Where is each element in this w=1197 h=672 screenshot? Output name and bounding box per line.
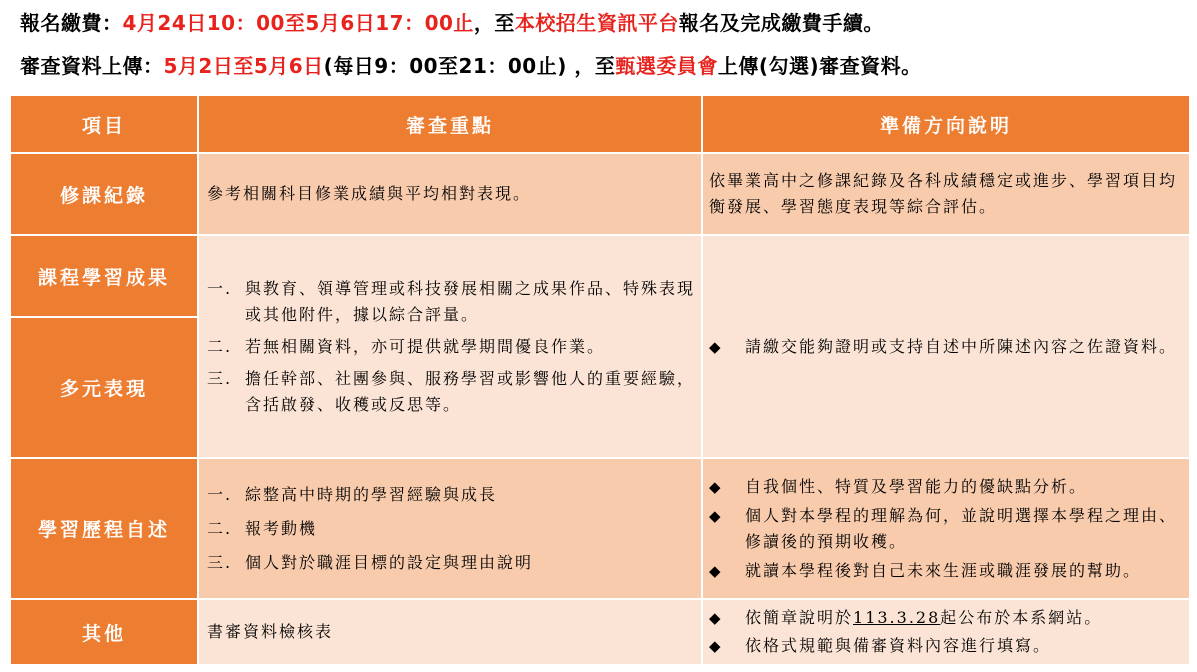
diamond-bullet-icon: ◆ xyxy=(709,477,723,496)
review-criteria-table xyxy=(9,94,1191,666)
notice-period: 4月24日10：00至5月6日17：00止 xyxy=(122,11,474,35)
focus-cell xyxy=(198,458,702,599)
guide-cell xyxy=(702,599,1190,665)
guide-cell xyxy=(702,235,1190,458)
guide-list xyxy=(709,334,1181,360)
notice-platform: 本校招生資訊平台 xyxy=(514,11,679,35)
item-other: 其他 xyxy=(10,599,198,665)
notice-committee: 甄選委員會 xyxy=(615,54,718,78)
focus-text: 書審資料檢核表 xyxy=(207,622,334,641)
list-item: ◆ 依簡章說明於113.3.28起公布於本系網站。 xyxy=(709,605,1181,631)
focus-list xyxy=(207,482,695,576)
list-item: 二. 若無相關資料，亦可提供就學期間優良作業。 xyxy=(207,336,606,356)
list-item: ◆ 請繳交能夠證明或支持自述中所陳述內容之佐證資料。 xyxy=(709,334,1181,360)
item-course-record: 修課紀錄 xyxy=(10,153,198,235)
list-item: 一. 與教育、領導管理或科技發展相關之成果作品、特殊表現或其他附件，據以綜合評量。 xyxy=(207,278,696,324)
list-item: 三. 擔任幹部、社團參與、服務學習或影響他人的重要經驗，含括啟發、收穫或反思等。 xyxy=(207,368,696,414)
focus-cell xyxy=(198,153,702,235)
focus-cell xyxy=(198,599,702,665)
diamond-bullet-icon: ◆ xyxy=(709,337,723,356)
diamond-bullet-icon: ◆ xyxy=(709,506,723,525)
guide-list xyxy=(709,605,1181,659)
item-autobiography: 學習歷程自述 xyxy=(10,458,198,599)
notice-text: 上傳(勾選)審查資料。 xyxy=(717,54,922,78)
table-row xyxy=(10,153,1190,235)
table-row xyxy=(10,599,1190,665)
focus-text: 參考相關科目修業成績與平均相對表現。 xyxy=(207,184,532,203)
list-item: ◆ 依格式規範與備審資料內容進行填寫。 xyxy=(709,633,1181,659)
table-header-row xyxy=(10,95,1190,153)
guide-cell xyxy=(702,458,1190,599)
notice-text: ，至 xyxy=(473,11,515,35)
header-guide: 準備方向說明 xyxy=(702,95,1190,153)
guide-text: 依畢業高中之修課紀錄及各科成績穩定或進步、學習項目均衡發展、學習態度表現等綜合評估。 xyxy=(709,171,1178,216)
diamond-bullet-icon: ◆ xyxy=(709,609,723,627)
item-learning-results: 課程學習成果 xyxy=(10,235,198,317)
list-item: 一. 綜整高中時期的學習經驗與成長 xyxy=(207,484,498,504)
table-row xyxy=(10,458,1190,599)
guide-cell xyxy=(702,153,1190,235)
header-focus: 審查重點 xyxy=(198,95,702,153)
notice-period: 5月2日至5月6日 xyxy=(163,54,324,78)
focus-list xyxy=(207,276,695,418)
item-diverse-performance: 多元表現 xyxy=(10,317,198,458)
list-item: 三. 個人對於職涯目標的設定與理由說明 xyxy=(207,552,534,572)
diamond-bullet-icon: ◆ xyxy=(709,561,723,580)
notice-label: 審查資料上傳： xyxy=(20,54,164,78)
upload-notice xyxy=(20,50,922,79)
diamond-bullet-icon: ◆ xyxy=(709,637,723,655)
list-item: ◆ 自我個性、特質及學習能力的優缺點分析。 xyxy=(709,474,1181,500)
notice-text: (每日9：00至21：00止) ，至 xyxy=(323,54,616,78)
notice-label: 報名繳費： xyxy=(20,11,123,35)
registration-notice xyxy=(20,7,884,36)
notice-text: 報名及完成繳費手續。 xyxy=(678,11,884,35)
focus-cell xyxy=(198,235,702,458)
publish-date: 113.3.28 xyxy=(853,608,941,627)
guide-list xyxy=(709,474,1181,584)
list-item: 二. 報考動機 xyxy=(207,518,318,538)
list-item: ◆ 就讀本學程後對自己未來生涯或職涯發展的幫助。 xyxy=(709,558,1181,584)
table-row xyxy=(10,235,1190,317)
header-item: 項目 xyxy=(10,95,198,153)
list-item: ◆ 個人對本學程的理解為何，並說明選擇本學程之理由、修讀後的預期收穫。 xyxy=(709,503,1181,555)
